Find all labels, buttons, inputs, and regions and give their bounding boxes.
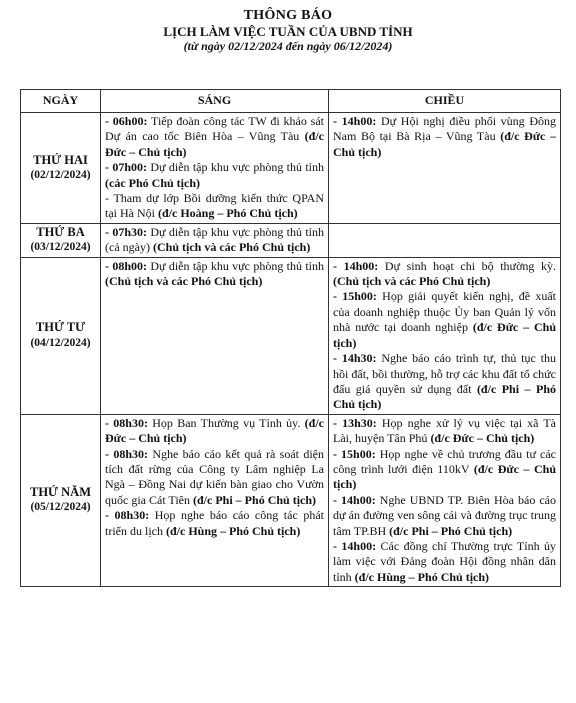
schedule-entry xyxy=(333,447,556,493)
day-cell xyxy=(21,257,101,414)
day-name: THỨ TƯ xyxy=(35,320,86,335)
schedule-entry xyxy=(105,259,324,290)
schedule-entry xyxy=(105,160,324,191)
doc-subtitle: LỊCH LÀM VIỆC TUẦN CỦA UBND TỈNH xyxy=(163,24,413,39)
entry-time: - 14h00: xyxy=(333,538,377,553)
schedule-table xyxy=(20,89,561,587)
table-row xyxy=(21,113,561,224)
entry-time: - 15h00: xyxy=(333,289,377,304)
entry-text: Họp nghe về chủ trương đầu tư các công trình lưới điện 110kV xyxy=(333,446,557,476)
table-row xyxy=(21,223,561,257)
entry-time: - 14h00: xyxy=(333,258,379,273)
entry-text: Họp nghe xử lý vụ việc tại xã Tà Lài, huyện Tân Phú xyxy=(333,415,557,446)
entry-assignee: (Chủ tịch và các Phó Chủ tịch) xyxy=(105,274,263,289)
col-morning-header: SÁNG xyxy=(101,90,329,113)
entry-assignee: (các Phó Chủ tịch) xyxy=(105,175,200,190)
table-row xyxy=(21,257,561,414)
entry-time: - 15h00: xyxy=(333,446,376,461)
entry-time: - 07h00: xyxy=(105,160,147,175)
entry-time: - 08h00: xyxy=(105,258,147,273)
entry-assignee: (đ/c Đức – Chủ tịch) xyxy=(105,415,324,446)
day-cell xyxy=(21,414,101,586)
entry-assignee: (đ/c Đức – Chủ tịch) xyxy=(105,129,324,159)
entry-text: Nghe báo cáo kết quả rà soát diện tích đất rừng của Công ty Lâm nghiệp La Ngà – Đồng Nai dự kiến bàn giao cho Vườn quốc gia Cát Tiên xyxy=(105,446,324,507)
entry-text: Dự diễn tập khu vực phòng thủ tỉnh xyxy=(147,258,324,273)
day-date: (04/12/2024) xyxy=(30,336,91,349)
entry-assignee: (đ/c Đức – Chủ tịch) xyxy=(333,320,556,350)
entry-time: - 08h30: xyxy=(105,508,150,523)
schedule-entry xyxy=(333,416,556,447)
schedule-entry xyxy=(333,114,556,160)
entry-text: Họp giải quyết kiến nghị, đề xuất của doanh nghiệp thuộc Ủy ban Quản lý vốn nhà nước tại doanh nghiệp xyxy=(333,289,556,335)
morning-cell xyxy=(101,414,329,586)
day-date: (02/12/2024) xyxy=(30,168,91,181)
schedule-entry xyxy=(105,416,324,447)
entry-assignee: (đ/c Đức – Chủ tịch) xyxy=(333,129,556,159)
schedule-entry xyxy=(333,351,556,413)
morning-cell xyxy=(101,257,329,414)
doc-date-range: (từ ngày 02/12/2024 đến ngày 06/12/2024) xyxy=(183,39,393,53)
entry-assignee: (Chủ tịch và các Phó Chủ tịch) xyxy=(333,274,491,289)
entry-time: - 13h30: xyxy=(333,415,377,430)
table-row xyxy=(21,414,561,586)
entry-text: - Tham dự lớp Bồi dưỡng kiến thức QPAN tại Hà Nội xyxy=(105,191,324,221)
schedule-entry xyxy=(105,114,324,160)
entry-text: Nghe UBND TP. Biên Hòa báo cáo dự án đường ven sông cái và đường trục trung tâm TP.BH xyxy=(333,492,556,538)
col-afternoon-header: CHIỀU xyxy=(329,90,561,113)
entry-assignee: (đ/c Phi – Phó Chủ tịch) xyxy=(193,492,317,507)
col-day-header: NGÀY xyxy=(21,90,101,113)
entry-text: Tiếp đoàn công tác TW đi khảo sát Dự án cao tốc Biên Hòa – Vũng Tàu xyxy=(105,114,325,144)
entry-assignee: (Chủ tịch và các Phó Chủ tịch) xyxy=(152,240,311,255)
schedule-entry xyxy=(105,447,324,509)
afternoon-cell xyxy=(329,257,561,414)
doc-title: THÔNG BÁO xyxy=(243,8,333,23)
day-name: THỨ NĂM xyxy=(30,485,91,500)
day-cell xyxy=(21,223,101,257)
entry-time: - 14h00: xyxy=(333,114,377,128)
entry-time: - 08h30: xyxy=(105,415,148,430)
day-date: (03/12/2024) xyxy=(30,241,91,254)
afternoon-cell xyxy=(329,414,561,586)
entry-assignee: (đ/c Phi – Phó Chủ tịch) xyxy=(333,381,557,412)
entry-time: - 14h30: xyxy=(333,351,377,366)
entry-text: Các đồng chí Thường trực Tỉnh ủy làm việc với Đảng đoàn Hội đồng nhân dân tỉnh xyxy=(333,538,557,584)
schedule-entry xyxy=(105,225,324,256)
entry-time: - 08h30: xyxy=(105,446,149,461)
entry-assignee: (đ/c Hùng – Phó Chủ tịch) xyxy=(354,569,490,584)
entry-text: Dự Hội nghị điều phối vùng Đông Nam Bộ tại Bà Rịa – Vũng Tàu xyxy=(333,114,556,144)
entry-time: - 07h30: xyxy=(105,224,147,239)
entry-text: Dự diễn tập khu vực phòng thủ tỉnh (cả ngày) xyxy=(105,224,324,255)
day-date: (05/12/2024) xyxy=(30,501,91,514)
table-header-row xyxy=(21,90,561,113)
entry-assignee: (đ/c Đức – Chủ tịch) xyxy=(430,431,535,446)
afternoon-cell xyxy=(329,113,561,224)
schedule-entry xyxy=(105,191,324,222)
schedule-entry xyxy=(333,493,556,539)
entry-text: Dự sinh hoạt chi bộ thường kỳ. xyxy=(378,258,556,273)
day-name: THỨ BA xyxy=(36,224,85,239)
entry-assignee: (đ/c Phi – Phó Chủ tịch) xyxy=(389,523,513,538)
entry-text: Họp nghe báo cáo công tác phát triển du lịch xyxy=(105,508,324,538)
afternoon-cell xyxy=(329,223,561,257)
entry-assignee: (đ/c Đức – Chủ tịch) xyxy=(333,461,557,492)
schedule-entry xyxy=(333,259,556,290)
schedule-entry xyxy=(333,289,556,351)
entry-text: Họp Ban Thường vụ Tỉnh ủy. xyxy=(147,415,305,430)
morning-cell xyxy=(101,113,329,224)
morning-cell xyxy=(101,223,329,257)
entry-assignee: (đ/c Hùng – Phó Chủ tịch) xyxy=(165,523,301,538)
entry-text: Nghe báo cáo trình tự, thủ tục thu hồi đất, bồi thường, hỗ trợ các khu đất tổ chức đấu giá quyền sử dụng đất xyxy=(333,351,556,396)
entry-assignee: (đ/c Hoàng – Phó Chủ tịch) xyxy=(158,206,298,221)
schedule-entry xyxy=(333,539,556,585)
day-name: THỨ HAI xyxy=(33,152,88,167)
document-header xyxy=(0,0,576,54)
day-cell xyxy=(21,113,101,224)
entry-text: Dự diễn tập khu vực phòng thủ tỉnh xyxy=(147,160,324,175)
entry-time: - 14h00: xyxy=(333,492,376,507)
schedule-entry xyxy=(105,508,324,539)
entry-time: - 06h00: xyxy=(105,114,148,128)
